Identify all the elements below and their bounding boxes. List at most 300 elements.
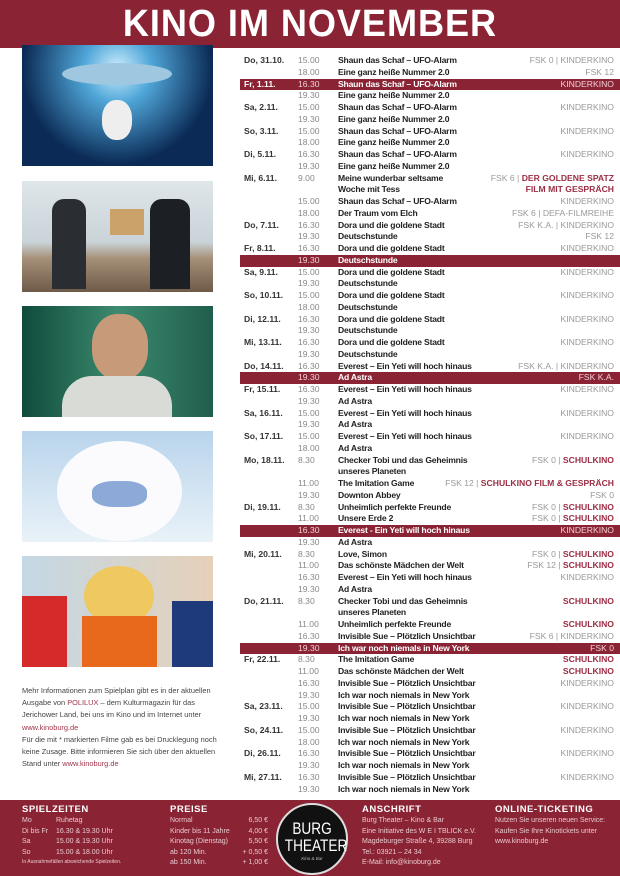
showtime: 8.30: [298, 654, 315, 665]
date-label: Mo, 18.11.: [244, 454, 285, 465]
showtime: 15.00: [298, 266, 320, 277]
film-info: [561, 772, 614, 784]
film-title[interactable]: Everest – Ein Yeti will hoch hinaus: [338, 572, 472, 582]
schedule-row: [240, 596, 620, 608]
film-title[interactable]: unseres Planeten: [338, 466, 406, 477]
schedule-row: [240, 267, 620, 279]
date-label: Do, 31.10.: [244, 55, 285, 65]
film-title[interactable]: Dora und die goldene Stadt: [338, 313, 445, 324]
film-title[interactable]: Woche mit Tess: [338, 184, 400, 195]
film-title[interactable]: Downton Abbey: [338, 489, 401, 500]
film-info: [527, 560, 614, 572]
film-title[interactable]: Ich war noch niemals in New York: [338, 760, 470, 770]
info-row: [170, 837, 268, 848]
schedule-row: [240, 290, 620, 302]
schedule-row: [240, 396, 620, 408]
film-title[interactable]: Ich war noch niemals in New York: [338, 689, 470, 700]
info-line[interactable]: www.kinoburg.de: [495, 838, 549, 845]
info-line: Magdeburger Straße 4, 39288 Burg: [362, 838, 473, 845]
film-info: [590, 643, 614, 655]
film-info: [561, 748, 614, 760]
film-title[interactable]: The Imitation Game: [338, 478, 415, 488]
showtime: 16.30: [298, 525, 320, 535]
info-text-part: – dem Kulturmagazin für das Jerichower Land, bei uns im Kino und im Internet unter: [22, 698, 202, 720]
film-title[interactable]: Shaun das Schaf – UFO-Alarm: [338, 125, 457, 136]
film-title[interactable]: Shaun das Schaf – UFO-Alarm: [338, 196, 457, 206]
showtime: 16.30: [298, 748, 320, 759]
film-info: [585, 67, 614, 79]
info-line: Burg Theater – Kino & Bar: [362, 817, 444, 824]
schedule-row: [240, 478, 620, 490]
rating-category: KINDERKINO: [560, 102, 614, 112]
date-label: Fr, 1.11.: [244, 78, 276, 89]
film-title[interactable]: Ad Astra: [338, 372, 372, 383]
rating-category: KINDERKINO: [560, 196, 614, 206]
burg-theater-logo: [276, 803, 348, 875]
preise-section: [170, 804, 268, 869]
film-title[interactable]: Everest – Ein Yeti will hoch hinaus: [338, 360, 472, 371]
info-line: Nutzen Sie unseren neuen Service:: [495, 817, 606, 824]
special-event-tag: SCHULKINO: [562, 454, 614, 465]
film-title[interactable]: unseres Planeten: [338, 607, 406, 618]
date-label: Mi, 13.11.: [244, 337, 282, 347]
showtime: 11.00: [298, 666, 319, 676]
schedule-row: [240, 513, 620, 525]
rating-category: FSK 0: [590, 642, 614, 653]
special-event-tag: SCHULKINO FILM & GESPRÄCH: [480, 478, 614, 488]
film-title[interactable]: Invisible Sue – Plötzlich Unsichtbar: [338, 677, 476, 688]
film-still-ad-astra: [22, 306, 213, 417]
info-key: ab 120 Min.: [170, 848, 207, 856]
film-info: [518, 220, 614, 232]
info-line[interactable]: E-Mail: info@kinoburg.de: [362, 859, 441, 866]
film-title[interactable]: Deutschstunde: [338, 254, 398, 265]
rating-category: FSK 0: [590, 489, 614, 500]
film-title[interactable]: Checker Tobi und das Geheimnis: [338, 595, 468, 606]
schedule-row: [240, 337, 620, 349]
info-key: So: [22, 848, 31, 856]
showtime: 11.00: [298, 619, 319, 629]
schedule-row: [240, 384, 620, 396]
schedule-row-highlighted: [240, 643, 620, 655]
showtime: 18.00: [298, 66, 320, 77]
info-key: Sa: [22, 838, 31, 845]
date-label: Di, 5.11.: [244, 149, 277, 159]
film-title[interactable]: Unheimlich perfekte Freunde: [338, 619, 452, 629]
schedule-row: [240, 502, 620, 514]
info-row: [22, 816, 121, 827]
schedule-row: [240, 408, 620, 420]
film-title[interactable]: Deutschstunde: [338, 231, 398, 242]
info-row: [22, 848, 121, 859]
film-title[interactable]: Eine ganz heiße Nummer 2.0: [338, 90, 450, 101]
schedule-row: [240, 149, 620, 161]
film-title[interactable]: Shaun das Schaf – UFO-Alarm: [338, 149, 457, 159]
rating-category: KINDERKINO: [560, 125, 614, 136]
special-event-tag: SCHULKINO: [562, 501, 614, 512]
rating-category: FSK 6 |: [490, 172, 520, 183]
rating-category: FSK 0 |: [532, 454, 561, 465]
film-info: [561, 701, 614, 713]
showtime: 19.30: [298, 489, 320, 500]
schedule-row: [240, 560, 620, 572]
schedule-row: [240, 137, 620, 149]
rating-category: KINDERKINO: [560, 78, 614, 89]
film-info: [561, 290, 614, 302]
schedule-row: [240, 243, 620, 255]
schedule-row: [240, 314, 620, 326]
schedule-row: [240, 690, 620, 702]
film-info: [585, 231, 614, 243]
showtime: 15.00: [298, 196, 320, 206]
schedule-row: [240, 748, 620, 760]
schedule-row: [240, 549, 620, 561]
film-title[interactable]: Shaun das Schaf – UFO-Alarm: [338, 78, 457, 89]
showtime: 15.00: [298, 290, 320, 300]
showtime: 19.30: [298, 395, 320, 406]
film-title[interactable]: Eine ganz heiße Nummer 2.0: [338, 137, 450, 148]
showtime: 19.30: [298, 231, 320, 242]
showtime: 16.30: [298, 771, 320, 782]
special-event-tag: SCHULKINO: [562, 513, 614, 524]
info-text: [22, 685, 227, 770]
film-title[interactable]: Invisible Sue – Plötzlich Unsichtbar: [338, 748, 476, 759]
film-title[interactable]: Invisible Sue – Plötzlich Unsichtbar: [338, 771, 476, 782]
showtime: 18.00: [298, 301, 320, 312]
info-key: Kinotag (Dienstag): [170, 838, 228, 845]
showtime: 19.30: [298, 419, 320, 430]
showtime: 19.30: [298, 536, 320, 547]
info-text-part: Mehr Informationen zum Spielplan gibt es in der aktuellen Ausgabe von: [22, 686, 211, 708]
rating-category: FSK 12 |: [445, 478, 479, 488]
date-label: Sa, 9.11.: [244, 266, 278, 277]
showtime: 16.30: [298, 677, 320, 688]
rating-category: KINDERKINO: [560, 572, 614, 582]
film-info: [561, 126, 614, 138]
film-title[interactable]: Deutschstunde: [338, 348, 398, 359]
schedule-row: [240, 725, 620, 737]
showtime: 15.00: [298, 125, 320, 136]
film-title[interactable]: Everest – Ein Yeti will hoch hinaus: [338, 431, 472, 441]
showtime: 16.30: [298, 243, 320, 253]
info-value: 15.00 & 19.30 Uhr: [56, 838, 113, 845]
film-info: [530, 55, 614, 67]
rating-category: KINDERKINO: [560, 748, 614, 759]
film-title[interactable]: Love, Simon: [338, 548, 387, 559]
info-row: [22, 837, 121, 848]
showtime: 19.30: [298, 160, 320, 171]
film-title[interactable]: Deutschstunde: [338, 278, 398, 289]
film-info: [563, 654, 614, 666]
date-label: So, 10.11.: [244, 290, 284, 300]
rating-category: KINDERKINO: [560, 724, 614, 735]
schedule-row: [240, 537, 620, 549]
film-title[interactable]: Ich war noch niemals in New York: [338, 713, 470, 723]
schedule-row-highlighted: [240, 255, 620, 267]
film-still-shaun-ufo: [22, 45, 213, 166]
schedule-row: [240, 784, 620, 796]
rating-category: FSK 6 | KINDERKINO: [529, 630, 614, 641]
showtime: 19.30: [298, 372, 320, 383]
film-title[interactable]: Eine ganz heiße Nummer 2.0: [338, 113, 450, 124]
rating-category: KINDERKINO: [560, 290, 614, 300]
polilux-name: POLILUX: [67, 698, 99, 708]
showtime: 16.30: [298, 337, 320, 347]
schedule-row: [240, 443, 620, 455]
film-info: [561, 243, 614, 255]
film-title[interactable]: Ad Astra: [338, 583, 372, 594]
info-line: Tel.: 03921 – 24 34: [362, 848, 422, 856]
showtime: 8.30: [298, 454, 315, 465]
showtime: 15.00: [298, 431, 320, 441]
rating-category: FSK K.A. | KINDERKINO: [518, 360, 614, 371]
film-info: [561, 337, 614, 349]
showtime: 15.00: [298, 701, 320, 712]
anschrift-heading: ANSCHRIFT: [362, 804, 422, 815]
film-info: [532, 513, 614, 525]
film-title[interactable]: Ich war noch niemals in New York: [338, 736, 470, 747]
schedule-row: [240, 184, 620, 196]
info-row: [170, 816, 268, 827]
logo-text: Kino & Bar: [301, 856, 323, 861]
showtime: 19.30: [298, 783, 320, 794]
film-info: [561, 102, 614, 114]
schedule-row: [240, 208, 620, 220]
rating-category: KINDERKINO: [560, 337, 614, 347]
showtime: 18.00: [298, 207, 320, 218]
rating-category: FSK K.A.: [578, 372, 614, 383]
showtime: 15.00: [298, 724, 320, 735]
schedule-row: [240, 67, 620, 79]
showtime: 11.00: [298, 560, 319, 571]
info-row: [22, 827, 121, 838]
special-event-tag: FILM MIT GESPRÄCH: [525, 184, 614, 195]
film-title[interactable]: Deutschstunde: [338, 301, 398, 312]
film-title[interactable]: Ad Astra: [338, 395, 372, 406]
film-title[interactable]: Shaun das Schaf – UFO-Alarm: [338, 55, 457, 65]
film-info: [512, 208, 614, 220]
date-label: So, 17.11.: [244, 431, 284, 441]
film-title[interactable]: Dora und die goldene Stadt: [338, 266, 445, 277]
showtime: 19.30: [298, 254, 320, 265]
special-event-tag: DER GOLDENE SPATZ: [521, 172, 614, 183]
schedule-row: [240, 619, 620, 631]
showtime: 8.30: [298, 548, 315, 559]
info-key: Normal: [170, 817, 193, 824]
film-title[interactable]: Everest - Ein Yeti will hoch hinaus: [338, 525, 470, 535]
info-key: ab 150 Min.: [170, 859, 207, 866]
rating-category: KINDERKINO: [560, 771, 614, 782]
schedule-row: [240, 631, 620, 643]
header-banner: [0, 0, 620, 48]
schedule-row: [240, 302, 620, 314]
schedule-row: [240, 713, 620, 725]
rating-category: FSK 6 | DEFA-FILMREIHE: [511, 207, 614, 218]
film-info: [561, 408, 614, 420]
showtime: 18.00: [298, 736, 320, 747]
film-title[interactable]: Dora und die goldene Stadt: [338, 337, 445, 347]
rating-category: KINDERKINO: [560, 431, 614, 441]
film-info: [579, 372, 614, 384]
film-title[interactable]: Der Traum vom Elch: [338, 207, 418, 218]
schedule-row: [240, 654, 620, 666]
film-title[interactable]: Eine ganz heiße Nummer 2.0: [338, 160, 450, 171]
schedule-row: [240, 772, 620, 784]
schedule-row: [240, 666, 620, 678]
film-info: [561, 149, 614, 161]
film-title[interactable]: The Imitation Game: [338, 654, 415, 665]
film-title[interactable]: Invisible Sue – Plötzlich Unsichtbar: [338, 630, 476, 641]
film-title[interactable]: Dora und die goldene Stadt: [338, 219, 445, 230]
showtime: 18.00: [298, 137, 320, 148]
schedule-list: [240, 55, 620, 795]
logo-text: THEATER: [284, 836, 348, 855]
date-label: Mi, 20.11.: [244, 548, 282, 559]
film-title[interactable]: Everest – Ein Yeti will hoch hinaus: [338, 384, 472, 394]
film-still-new-york: [22, 556, 213, 667]
info-value: Ruhetag: [56, 817, 83, 824]
film-info: [518, 361, 614, 373]
date-label: Do, 7.11.: [244, 219, 279, 230]
film-title[interactable]: Ich war noch niemals in New York: [338, 642, 470, 653]
date-label: Do, 14.11.: [244, 360, 284, 371]
film-title[interactable]: Das schönste Mädchen der Welt: [338, 560, 464, 571]
schedule-row: [240, 161, 620, 173]
film-title[interactable]: Ich war noch niemals in New York: [338, 783, 470, 794]
info-value: 16.30 & 19.30 Uhr: [56, 827, 113, 835]
info-key: Mo: [22, 817, 32, 824]
schedule-row: [240, 678, 620, 690]
schedule-row: [240, 114, 620, 126]
rating-category: FSK 12: [585, 231, 614, 242]
film-title[interactable]: Dora und die goldene Stadt: [338, 243, 445, 253]
info-key: Di bis Fr: [22, 827, 49, 835]
date-label: Fr, 8.11.: [244, 243, 276, 253]
film-info: [561, 725, 614, 737]
schedule-row: [240, 584, 620, 596]
rating-category: KINDERKINO: [560, 407, 614, 418]
info-row: [170, 858, 268, 869]
film-title[interactable]: Deutschstunde: [338, 325, 398, 336]
rating-category: KINDERKINO: [560, 243, 614, 253]
film-title[interactable]: Unheimlich perfekte Freunde: [338, 501, 452, 512]
film-info: [526, 184, 614, 196]
schedule-row: [240, 231, 620, 243]
film-info: [561, 431, 614, 443]
showtime: 15.00: [298, 407, 320, 418]
showtime: 19.30: [298, 325, 320, 336]
film-title[interactable]: Dora und die goldene Stadt: [338, 290, 445, 300]
film-still-deutschstunde: [22, 181, 213, 292]
rating-category: FSK 0 |: [532, 513, 561, 524]
film-title[interactable]: Invisible Sue – Plötzlich Unsichtbar: [338, 724, 476, 735]
page-title: KINO IM NOVEMBER: [122, 2, 498, 45]
schedule-row-highlighted: [240, 525, 620, 537]
info-value: 4,00 €: [248, 827, 268, 835]
showtime: 18.00: [298, 442, 320, 453]
showtime: 19.30: [298, 760, 320, 770]
film-info: [561, 572, 614, 584]
date-label: Di, 12.11.: [244, 313, 281, 324]
special-event-tag: SCHULKINO: [562, 548, 614, 559]
schedule-row: [240, 737, 620, 749]
special-event-tag: SCHULKINO: [562, 666, 614, 676]
film-still-everest-yeti: [22, 431, 213, 542]
film-info: [561, 196, 614, 208]
showtime: 16.30: [298, 384, 320, 394]
schedule-row: [240, 196, 620, 208]
film-title[interactable]: Ad Astra: [338, 419, 372, 430]
rating-category: FSK 12: [585, 66, 614, 77]
rating-category: KINDERKINO: [560, 384, 614, 394]
date-label: Sa, 2.11.: [244, 102, 278, 112]
date-label: Di, 19.11.: [244, 501, 281, 512]
film-title[interactable]: Unsere Erde 2: [338, 513, 394, 524]
spielzeiten-section: [22, 804, 121, 867]
schedule-row: [240, 325, 620, 337]
film-title[interactable]: Checker Tobi und das Geheimnis: [338, 454, 468, 465]
showtime: 16.30: [298, 360, 320, 371]
showtime: 16.30: [298, 313, 320, 324]
schedule-row-highlighted: [240, 372, 620, 384]
film-title[interactable]: Eine ganz heiße Nummer 2.0: [338, 66, 450, 77]
film-info: [563, 596, 614, 608]
info-value: 15.00 & 18.00 Uhr: [56, 848, 113, 856]
schedule-row: [240, 490, 620, 502]
ticketing-section: [495, 804, 605, 848]
date-label: Sa, 16.11.: [244, 407, 283, 418]
film-title[interactable]: Shaun das Schaf – UFO-Alarm: [338, 102, 457, 112]
info-value: + 1,00 €: [242, 859, 268, 866]
schedule-row: [240, 349, 620, 361]
film-title[interactable]: Ad Astra: [338, 536, 372, 547]
film-info: [530, 631, 614, 643]
film-title[interactable]: Ad Astra: [338, 442, 372, 453]
rating-category: KINDERKINO: [560, 677, 614, 688]
schedule-row: [240, 278, 620, 290]
film-info: [445, 478, 614, 490]
showtime: 19.30: [298, 278, 320, 289]
date-label: Mi, 27.11.: [244, 771, 282, 782]
website-link[interactable]: www.kinoburg.de: [62, 759, 119, 769]
website-link[interactable]: www.kinoburg.de: [22, 722, 79, 732]
showtime: 19.30: [298, 348, 320, 359]
date-label: Mi, 6.11.: [244, 172, 277, 183]
info-value: 6,50 €: [248, 817, 268, 824]
film-title[interactable]: Meine wunderbar seltsame: [338, 172, 444, 183]
rating-category: FSK 0 |: [532, 548, 561, 559]
rating-category: KINDERKINO: [560, 149, 614, 159]
rating-category: FSK 0 |: [532, 501, 561, 512]
schedule-row: [240, 701, 620, 713]
showtime: 8.30: [298, 501, 315, 512]
schedule-row: [240, 572, 620, 584]
schedule-row: [240, 361, 620, 373]
film-info: [532, 502, 614, 514]
schedule-row: [240, 90, 620, 102]
film-title[interactable]: Everest – Ein Yeti will hoch hinaus: [338, 407, 472, 418]
film-title[interactable]: Invisible Sue – Plötzlich Unsichtbar: [338, 701, 476, 712]
schedule-row: [240, 466, 620, 478]
showtime: 11.00: [298, 478, 319, 488]
rating-category: FSK 0 | KINDERKINO: [529, 55, 614, 65]
showtime: 19.30: [298, 713, 320, 723]
schedule-row: [240, 102, 620, 114]
film-title[interactable]: Das schönste Mädchen der Welt: [338, 666, 464, 676]
showtime: 11.00: [298, 513, 319, 524]
info-row: [170, 848, 268, 859]
showtime: 16.30: [298, 149, 320, 159]
